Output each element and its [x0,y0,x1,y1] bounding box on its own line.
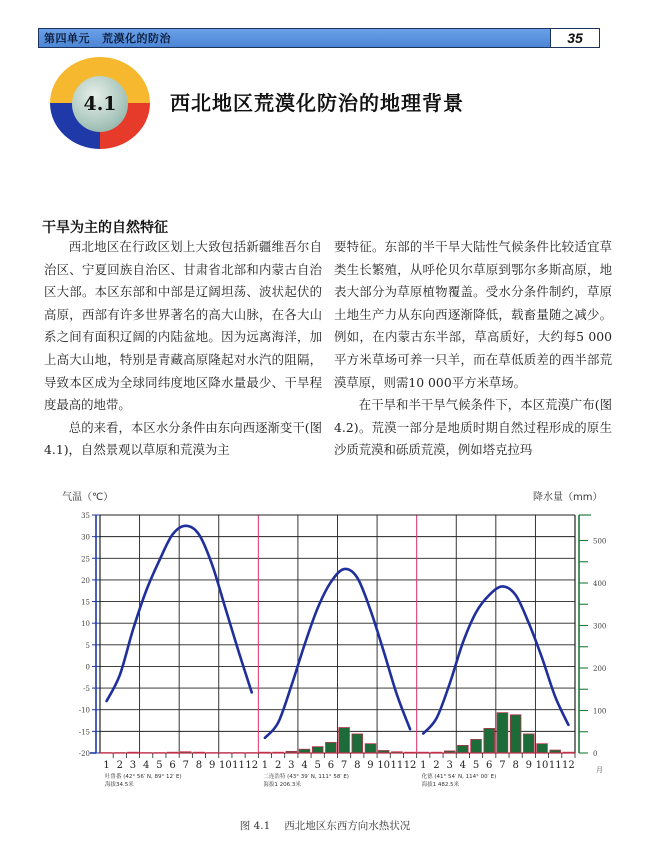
svg-text:-15: -15 [78,728,90,737]
svg-text:35: 35 [81,512,90,520]
svg-text:200: 200 [593,665,607,673]
unit-number: 第四单元 [44,32,90,45]
svg-text:-20: -20 [78,750,90,758]
month-label: 8 [512,760,519,771]
unit-label [39,30,171,46]
station-elevation: 海拔1 206.3米 [263,782,301,788]
page-number: 35 [550,28,600,48]
svg-text:0: 0 [593,750,598,758]
month-label: 11 [390,760,404,771]
station-elevation: 海拔1 482.5米 [421,782,460,788]
precipitation-bar [523,734,534,753]
month-label: 5 [156,760,163,771]
month-label: 9 [208,760,216,771]
precipitation-bar [457,745,468,753]
svg-text:-10: -10 [78,706,90,715]
month-label: 10 [218,760,232,771]
month-label: 9 [367,760,374,771]
month-label: 7 [182,760,189,771]
month-label: 1 [420,760,427,771]
svg-text:10: 10 [81,620,90,629]
month-label: 12 [562,760,575,771]
precipitation-bar [537,744,548,753]
figure-number: 图 4.1 [239,820,271,832]
month-label: 11 [232,760,245,771]
precipitation-bar [484,728,495,753]
month-label: 7 [340,760,348,771]
svg-text:15: 15 [81,598,90,607]
svg-text:-5: -5 [83,685,90,694]
month-label: 2 [433,760,440,771]
month-label: 5 [472,760,480,771]
month-label: 3 [288,760,295,771]
month-label: 9 [525,760,533,771]
unit-title: 荒漠化的防治 [102,32,171,45]
month-label: 2 [116,760,123,771]
y-right-label: 降水量（mm） [533,492,603,503]
month-label: 4 [301,760,308,771]
precipitation-bar [339,728,350,754]
svg-text:30: 30 [81,533,90,542]
station-name: 吐鲁番 (42° 56′ N, 89° 12′ E) [105,774,182,780]
month-label: 10 [535,760,549,771]
month-label: 1 [261,760,269,771]
month-label: 11 [548,760,562,771]
month-label: 6 [169,760,176,771]
precipitation-bar [471,739,482,753]
section-heading: 干旱为主的自然特征 [42,220,168,236]
precipitation-bar [510,715,521,753]
month-label: 2 [274,760,282,771]
month-label: 4 [459,760,467,771]
y-left-label: 气温（℃） [62,492,114,503]
svg-text:25: 25 [81,555,90,564]
body-column-left [44,236,322,462]
month-label: 8 [354,760,361,771]
month-label: 3 [129,760,137,771]
month-label: 8 [195,760,203,771]
svg-text:500: 500 [593,537,607,546]
chapter-badge-icon [50,57,150,149]
precipitation-bar [365,744,376,753]
climate-chart [0,480,650,810]
precipitation-bar [497,713,508,753]
figure-title: 西北地区东西方向水热状况 [284,820,411,832]
precipitation-bar [352,734,363,753]
chapter-number: 4.1 [72,76,128,132]
month-label: 7 [499,760,506,771]
station-name: 二连浩特 (43° 39′ N, 111° 58′ E) [263,774,349,780]
month-label: 3 [446,760,453,771]
precipitation-bar [326,742,337,753]
paragraph: 在干旱和半干旱气候条件下，本区荒漠广布(图4.2)。荒漠一部分是地质时期自然过程形成的原生沙质荒漠和砾质荒漠，例如塔克拉玛 [334,397,612,458]
chapter-title: 西北地区荒漠化防治的地理背景 [170,91,464,115]
month-label: 6 [486,760,493,771]
month-label: 6 [327,760,335,771]
month-label: 4 [142,760,150,771]
figure-caption [0,818,650,833]
month-label: 10 [377,760,391,771]
paragraph: 西北地区在行政区划上大致包括新疆维吾尔自治区、宁夏回族自治区、甘肃省北部和内蒙古自治区大部。本区东部和中部是辽阔坦荡、波状起伏的高原，西部有许多世界著名的高大山脉，在各大山系之间有面积辽阔的内陆盆地。因为远离海洋，加上高大山地，特别是青藏高原隆起对水汽的阻隔，导致本区成为全球同纬度地区降水量最少、干旱程度最高的地带。 [44,239,322,413]
station-name: 化德 (41° 54′ N, 114° 00′ E) [421,774,497,780]
paragraph: 要特征。东部的半干旱大陆性气候条件比较适宜草类生长繁殖，从呼伦贝尔草原到鄂尔多斯高原，地表大部分为草原植物覆盖。受水分条件制约，草原土地生产力从东向西逐渐降低，载畜量随之减少。例如，在内蒙古东半部，草高质好，大约每5 000平方米草场可养一只羊，而在草低质差的西半部荒漠草原，则需10 000平方米草场。 [334,239,612,390]
svg-text:20: 20 [81,576,90,585]
month-label: 12 [403,760,417,771]
running-header [38,28,600,48]
month-label: 12 [245,760,259,771]
svg-text:300: 300 [593,622,607,631]
body-column-right [334,236,612,462]
svg-text:400: 400 [593,580,607,588]
svg-text:100: 100 [593,707,607,716]
svg-text:月: 月 [596,766,603,774]
month-label: 5 [314,760,321,771]
paragraph: 总的来看，本区水分条件由东向西逐渐变干(图 4.1)，自然景观以草原和荒漠为主 [44,419,322,458]
svg-text:0: 0 [85,663,90,672]
month-label: 1 [103,760,110,771]
station-elevation: 海拔34.5米 [105,782,134,788]
precipitation-bar [312,747,323,753]
svg-text:5: 5 [85,641,90,650]
